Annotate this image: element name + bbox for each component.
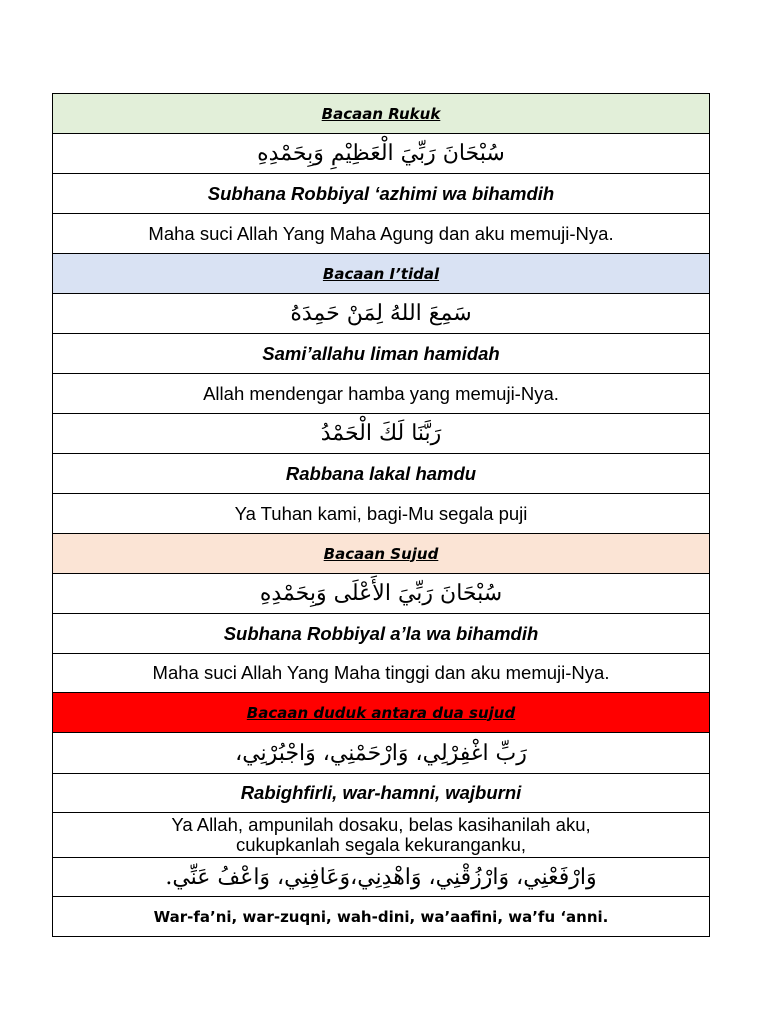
arabic-text-itidal-1: سَمِعَ اللهُ لِمَنْ حَمِدَهُ (53, 294, 710, 334)
section-title-sujud: Bacaan Sujud (53, 534, 710, 574)
meaning-text-itidal-2: Ya Tuhan kami, bagi-Mu segala puji (53, 494, 710, 534)
section-title-rukuk: Bacaan Rukuk (53, 94, 710, 134)
arabic-row (53, 414, 710, 454)
arabic-row (53, 294, 710, 334)
latin-text-duduk-1: Rabighfirli, war-hamni, wajburni (53, 774, 710, 813)
meaning-row (53, 214, 710, 254)
latin-text-itidal-1: Sami’allahu liman hamidah (53, 334, 710, 374)
meaning-text-itidal-1: Allah mendengar hamba yang memuji-Nya. (53, 374, 710, 414)
section-title-duduk: Bacaan duduk antara dua sujud (53, 693, 710, 733)
arabic-text-sujud: سُبْحَانَ رَبِّيَ الأَعْلَى وَبِحَمْدِهِ (53, 574, 710, 614)
arabic-text-duduk-1: رَبِّ اغْفِرْلِي، وَارْحَمْنِي، وَاجْبُرْنِي، (53, 733, 710, 774)
meaning-line-2: cukupkanlah segala kekuranganku, (235, 834, 527, 855)
latin-row (53, 334, 710, 374)
section-header-duduk (53, 693, 710, 733)
meaning-row (53, 494, 710, 534)
latin-text-sujud: Subhana Robbiyal a’la wa bihamdih (53, 614, 710, 654)
latin-row (53, 454, 710, 494)
latin-row (53, 174, 710, 214)
arabic-text-itidal-2: رَبَّنَا لَكَ الْحَمْدُ (53, 414, 710, 454)
arabic-row (53, 733, 710, 774)
latin-text-rukuk: Subhana Robbiyal ‘azhimi wa bihamdih (53, 174, 710, 214)
section-header-itidal (53, 254, 710, 294)
arabic-text-duduk-2: وَارْفَعْنِي، وَارْزُقْنِي، وَاهْدِنِي،وَعَافِنِي، وَاعْفُ عَنِّي. (53, 858, 710, 897)
latin-row (53, 897, 710, 937)
arabic-row (53, 574, 710, 614)
latin-text-itidal-2: Rabbana lakal hamdu (53, 454, 710, 494)
arabic-row (53, 858, 710, 897)
meaning-text-sujud: Maha suci Allah Yang Maha tinggi dan aku memuji-Nya. (53, 654, 710, 693)
meaning-row (53, 654, 710, 693)
latin-row (53, 774, 710, 813)
meaning-row (53, 374, 710, 414)
section-header-rukuk (53, 94, 710, 134)
meaning-row (53, 813, 710, 858)
arabic-text-rukuk: سُبْحَانَ رَبِّيَ الْعَظِيْمِ وَبِحَمْدِهِ (53, 134, 710, 174)
meaning-line-1: Ya Allah, ampunilah dosaku, belas kasihanilah aku, (171, 814, 591, 835)
meaning-text-rukuk: Maha suci Allah Yang Maha Agung dan aku memuji-Nya. (53, 214, 710, 254)
latin-row (53, 614, 710, 654)
latin-text-duduk-2: War-fa’ni, war-zuqni, wah-dini, wa’aafini, wa’fu ‘anni. (53, 897, 710, 937)
arabic-row (53, 134, 710, 174)
prayer-readings-table (52, 93, 710, 937)
section-title-itidal: Bacaan I’tidal (53, 254, 710, 294)
meaning-text-duduk-1 (53, 813, 710, 858)
section-header-sujud (53, 534, 710, 574)
